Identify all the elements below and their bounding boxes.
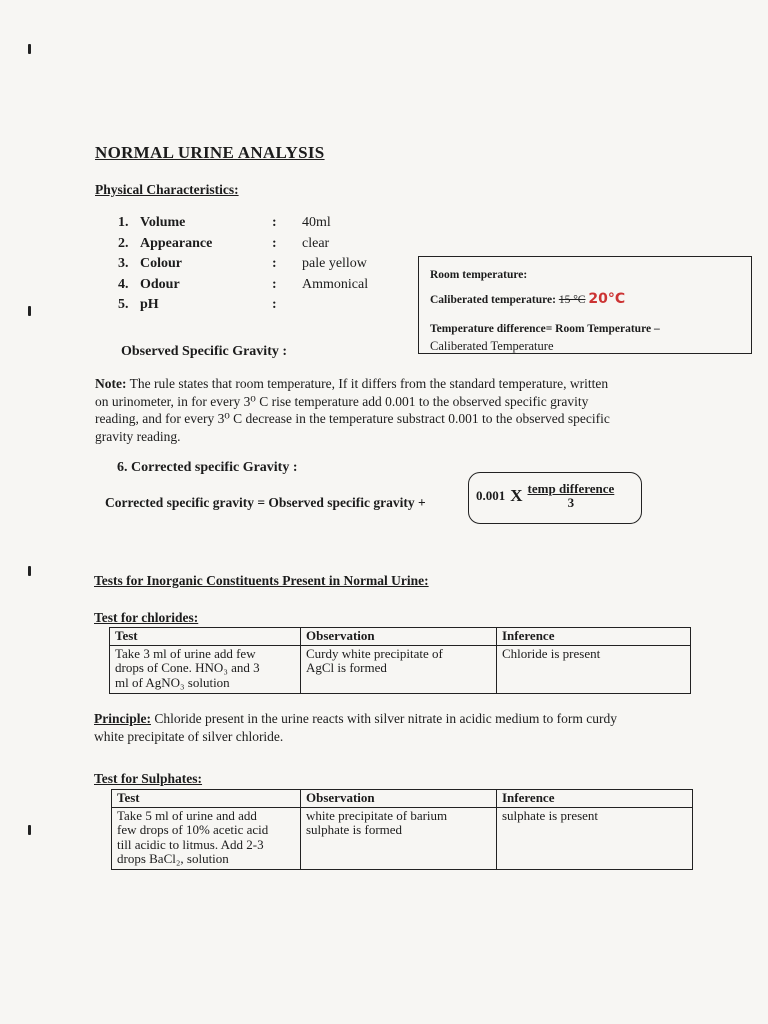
physical-list (118, 213, 432, 316)
cell-line: Take 5 ml of urine and add (117, 807, 257, 823)
formula-fraction (528, 482, 615, 510)
list-item (118, 234, 432, 255)
handwritten-correction: 20°C (588, 291, 626, 307)
sulphates-table (111, 789, 693, 870)
item-value: Ammonical (302, 276, 369, 292)
cell-line: sulphate is formed (306, 822, 403, 837)
item-number: 3. (118, 256, 129, 271)
cell-line: drops of Cone. HNO₃ and 3 (115, 660, 260, 675)
temperature-box (418, 256, 752, 354)
item-label: Appearance (140, 235, 213, 251)
principle-label: Principle: (94, 711, 151, 726)
item-separator: : (272, 256, 277, 271)
note-text: gravity reading. (95, 428, 181, 444)
caliberated-temperature (430, 291, 625, 307)
item-value (302, 295, 432, 316)
temperature-difference-cont: Caliberated Temperature (430, 339, 554, 353)
item-label: Colour (140, 256, 182, 271)
item-label: Volume (140, 215, 186, 230)
note-text: The rule states that room temperature, If it differs from the standard temperature, written (129, 376, 609, 391)
cell-line: ml of AgNO₃ solution (115, 674, 230, 690)
note-text: on urinometer, in for every 3⁰ C rise temperature add 0.001 to the observed specific gravity (95, 393, 589, 409)
table-header: Observation (301, 790, 497, 808)
item-number: 1. (118, 215, 129, 230)
item-label: pH (140, 297, 159, 312)
page-title: NORMAL URINE ANALYSIS (95, 143, 325, 162)
caliberated-label: Caliberated temperature: (430, 294, 556, 306)
caliberated-value: 15 °C (558, 294, 586, 306)
item-value: 40ml (302, 215, 331, 230)
item-number: 4. (118, 276, 129, 292)
item-label: Odour (140, 276, 180, 292)
room-temperature-label: Room temperature: (430, 269, 528, 281)
list-item (118, 254, 432, 275)
formula-times: X (510, 486, 523, 505)
cell-line: till acidic to litmus. Add 2-3 (117, 836, 264, 852)
note-text: reading, and for every 3⁰ C decrease in the temperature substract 0.001 to the observed specific (95, 411, 610, 426)
table-cell: Chloride is present (497, 645, 691, 693)
cell-line: Take 3 ml of urine add few (115, 645, 256, 661)
table-header: Observation (301, 628, 497, 646)
formula-rhs (476, 482, 614, 510)
corrected-heading: 6. Corrected specific Gravity : (117, 460, 298, 475)
margin-mark (28, 44, 31, 54)
cell-line: drops BaCl₂, solution (117, 851, 229, 866)
item-separator: : (272, 235, 277, 251)
principle-text: white precipitate of silver chloride. (94, 728, 284, 744)
temperature-difference: Temperature difference= Room Temperature – (430, 323, 660, 335)
table-row (112, 790, 693, 808)
table-header: Test (112, 790, 301, 808)
table-row (110, 645, 691, 693)
chlorides-table (109, 627, 691, 694)
table-cell: sulphate is present (497, 807, 693, 869)
item-value: pale yellow (302, 256, 367, 271)
cell-line: white precipitate of barium (306, 807, 448, 823)
observed-specific-gravity: Observed Specific Gravity : (121, 344, 288, 359)
note-label: Note: (95, 376, 127, 391)
sulphates-heading: Test for Sulphates: (94, 771, 203, 786)
item-number: 2. (118, 235, 129, 251)
inorganic-heading: Tests for Inorganic Constituents Present in Normal Urine: (94, 573, 429, 588)
list-item (118, 295, 432, 316)
table-cell (110, 645, 301, 693)
table-header: Inference (497, 790, 693, 808)
item-value: clear (302, 235, 330, 251)
margin-mark (28, 306, 31, 316)
table-header: Test (110, 628, 301, 646)
cell-line: AgCl is formed (306, 660, 387, 675)
item-separator: : (272, 276, 277, 292)
cell-line: few drops of 10% acetic acid (117, 822, 269, 837)
item-separator: : (272, 297, 277, 312)
list-item (118, 213, 432, 234)
item-number: 5. (118, 297, 129, 312)
table-row (112, 807, 693, 869)
item-separator: : (272, 215, 277, 230)
fraction-denominator: 3 (567, 495, 575, 510)
margin-mark (28, 825, 31, 835)
table-header: Inference (497, 628, 691, 646)
cell-line: Curdy white precipitate of (306, 645, 443, 661)
fraction-numerator: temp difference (527, 481, 615, 496)
table-cell (112, 807, 301, 869)
principle-text: Chloride present in the urine reacts with silver nitrate in acidic medium to form curdy (154, 711, 617, 726)
table-row (110, 628, 691, 646)
table-cell (301, 645, 497, 693)
chlorides-heading: Test for chlorides: (94, 610, 199, 625)
margin-mark (28, 566, 31, 576)
formula-factor: 0.001 (476, 488, 506, 503)
list-item (118, 275, 432, 296)
formula-lhs: Corrected specific gravity = Observed specific gravity + (105, 495, 426, 510)
note-paragraph (95, 375, 735, 445)
table-cell (301, 807, 497, 869)
principle-paragraph (94, 710, 744, 745)
physical-heading: Physical Characteristics: (95, 182, 239, 197)
